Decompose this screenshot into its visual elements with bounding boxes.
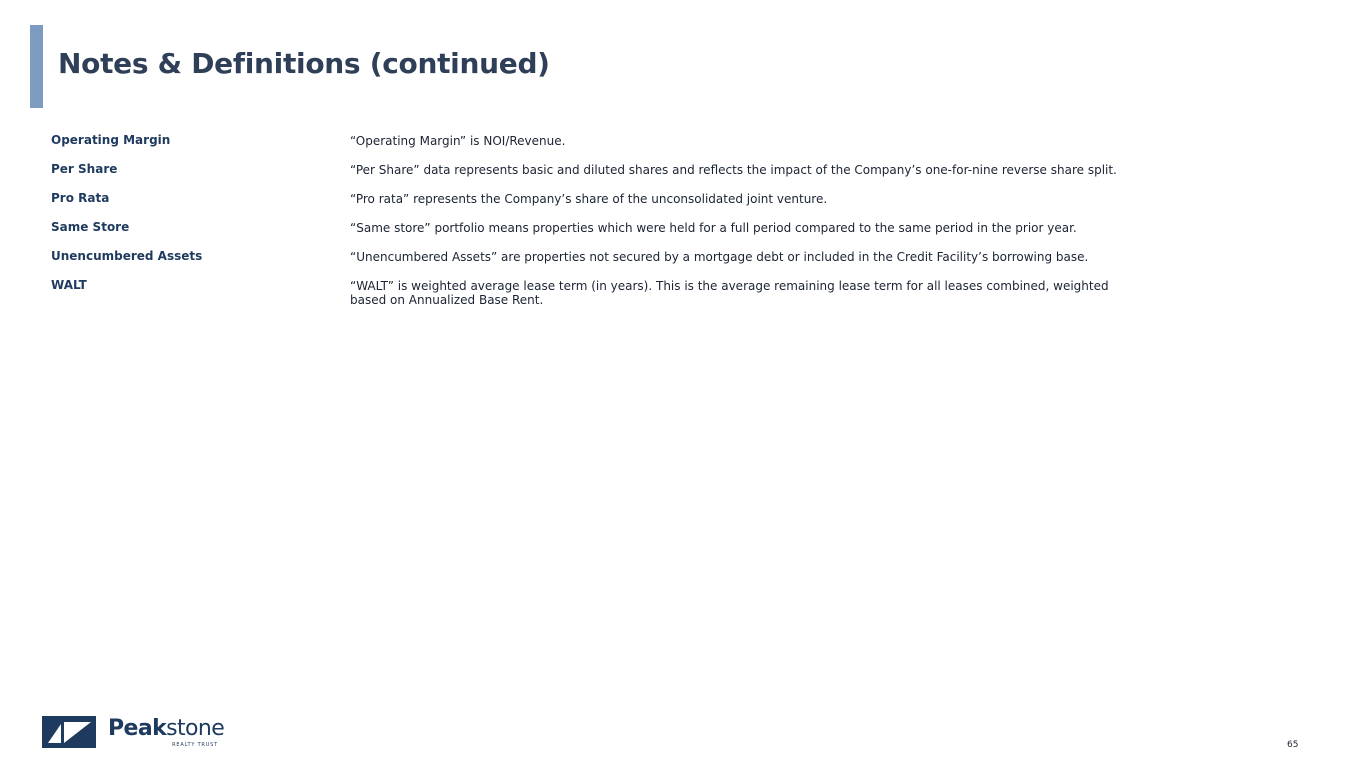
- logo-word-light: stone: [166, 716, 225, 741]
- definition-row: [51, 277, 1131, 307]
- definition-text: “WALT” is weighted average lease term (in years). This is the average remaining lease term for all leases combined, weighted based on Annualized Base Rent.: [350, 279, 1109, 307]
- definition-text: “Same store” portfolio means properties which were held for a full period compared to the same period in the prior year.: [350, 221, 1077, 235]
- definition-term: Unencumbered Assets: [51, 249, 203, 263]
- definition-text: “Unencumbered Assets” are properties not secured by a mortgage debt or included in the Credit Facility’s borrowing base.: [350, 250, 1089, 264]
- definition-text: “Pro rata” represents the Company’s share of the unconsolidated joint venture.: [350, 192, 828, 206]
- logo-subtitle: REALTY TRUST: [172, 742, 218, 748]
- definition-term: WALT: [51, 278, 87, 292]
- peakstone-logo: [42, 716, 225, 750]
- definition-text: “Operating Margin” is NOI/Revenue.: [350, 134, 566, 148]
- page-number: 65: [1287, 740, 1299, 750]
- definition-term: Same Store: [51, 220, 130, 234]
- title-accent-bar: [30, 25, 43, 108]
- definition-row: [51, 161, 1131, 178]
- definition-term: Pro Rata: [51, 191, 110, 205]
- definitions-list: [51, 132, 1131, 319]
- page-title: Notes & Definitions (continued): [58, 47, 550, 80]
- definition-term: Per Share: [51, 162, 118, 176]
- definition-row: [51, 219, 1131, 236]
- definition-term: Operating Margin: [51, 133, 171, 147]
- peakstone-mountain-icon: [42, 716, 96, 748]
- definition-text: “Per Share” data represents basic and diluted shares and reflects the impact of the Company’s one-for-nine reverse share split.: [350, 163, 1117, 177]
- logo-word: [108, 716, 224, 742]
- definition-row: [51, 248, 1131, 265]
- logo-word-bold: Peak: [108, 716, 167, 741]
- definition-row: [51, 132, 1131, 149]
- logo-wordmark: [108, 716, 225, 750]
- definition-row: [51, 190, 1131, 207]
